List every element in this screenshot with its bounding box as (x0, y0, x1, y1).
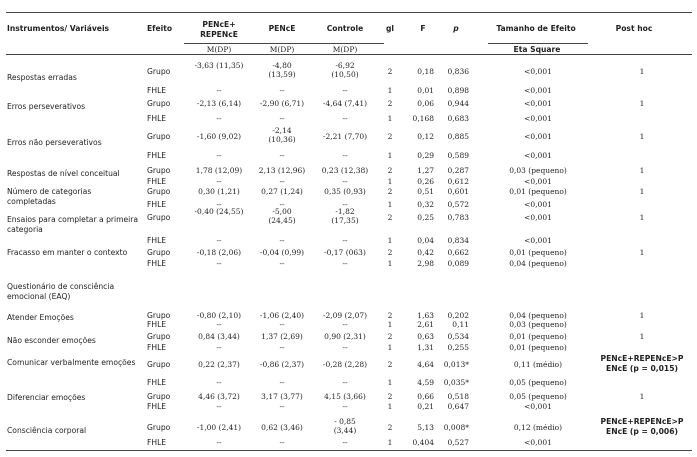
cell-post: 1 (639, 392, 645, 401)
subheader-mdp-3: M(DP) (332, 45, 358, 54)
cell-post: 1 (639, 132, 645, 141)
cell-g2: -- (279, 343, 285, 352)
cell-g1: -- (216, 402, 222, 411)
cell-efeito: FHLE (147, 438, 167, 447)
cell-g2: -0,86 (2,37) (259, 360, 305, 369)
header-post-hoc: Post hoc (615, 24, 653, 33)
cell-efeito: FHLE (147, 236, 167, 245)
cell-g3: 0,23 (12,38) (321, 166, 369, 175)
cell-g2: -5,00 (24,45) (268, 207, 296, 225)
cell-f: 0,21 (417, 402, 434, 411)
cell-eta: 0,01 (pequeno) (509, 187, 567, 196)
cell-g3: -- (342, 378, 348, 387)
row-label: Erros não perseverativos (7, 138, 102, 147)
cell-p: 0,527 (447, 438, 469, 447)
cell-g3: - 0,85 (3,44) (333, 417, 357, 435)
row-label: Respostas erradas (7, 73, 77, 82)
cell-g1: -- (216, 177, 222, 186)
cell-p: 0,662 (447, 248, 469, 257)
cell-p: 0,834 (447, 236, 469, 245)
cell-p: 0,287 (447, 166, 469, 175)
cell-p: 0,013* (443, 360, 469, 369)
cell-p: 0,589 (447, 151, 469, 160)
cell-g3: -0,28 (2,28) (322, 360, 368, 369)
cell-gl: 1 (387, 320, 393, 329)
cell-g3: -- (342, 236, 348, 245)
cell-g2: -- (279, 114, 285, 123)
cell-efeito: Grupo (147, 332, 171, 341)
cell-g3: 0,35 (0,93) (324, 187, 366, 196)
cell-g1: -2,13 (6,14) (196, 99, 242, 108)
cell-g1: 0,30 (1,21) (198, 187, 240, 196)
header-group-3: Controle (326, 24, 364, 33)
cell-eta: 0,01 (pequeno) (509, 332, 567, 341)
cell-g3: -- (342, 86, 348, 95)
cell-f: 0,66 (417, 392, 434, 401)
cell-f: 0,01 (417, 86, 434, 95)
cell-eta: <0,001 (524, 438, 552, 447)
cell-g3: -- (342, 200, 348, 209)
header-group-1: PENcE+ REPENcE (200, 20, 238, 39)
cell-f: 0,06 (417, 99, 434, 108)
cell-g1: -0,18 (2,06) (196, 248, 242, 257)
cell-eta: 0,11 (médio) (513, 360, 563, 369)
cell-f: 0,04 (417, 236, 434, 245)
cell-f: 1,63 (417, 311, 434, 320)
cell-g3: -2,09 (2,07) (322, 311, 368, 320)
cell-efeito: Grupo (147, 392, 171, 401)
row-label: Respostas de nível conceitual (7, 169, 120, 178)
cell-efeito: FHLE (147, 259, 167, 268)
cell-post: 1 (639, 248, 645, 257)
cell-eta: 0,12 (médio) (513, 423, 563, 432)
cell-g2: 2,13 (12,96) (258, 166, 306, 175)
cell-post: 1 (639, 187, 645, 196)
cell-g2: -- (279, 200, 285, 209)
cell-post: PENcE+REPENcE>P ENcE (p = 0,006) (600, 417, 684, 436)
cell-g3: -6,92 (10,50) (331, 61, 359, 79)
cell-p: 0,683 (447, 114, 469, 123)
cell-efeito: Grupo (147, 166, 171, 175)
cell-post: 1 (639, 99, 645, 108)
row-label: Consciência corporal (7, 426, 87, 435)
cell-eta: <0,001 (524, 151, 552, 160)
header-group-2: PENcE (268, 24, 296, 33)
cell-efeito: FHLE (147, 86, 167, 95)
cell-eta: <0,001 (524, 402, 552, 411)
cell-g1: -1,60 (9,02) (196, 132, 242, 141)
cell-p: 0,008* (443, 423, 469, 432)
cell-g1: 1,78 (12,09) (195, 166, 243, 175)
row-label: Comunicar verbalmente emoções (7, 358, 136, 367)
cell-f: 0,404 (412, 438, 434, 447)
cell-g2: -2,14 (10,36) (268, 126, 296, 144)
cell-gl: 2 (387, 213, 393, 222)
cell-p: 0,202 (447, 311, 469, 320)
cell-efeito: FHLE (147, 378, 167, 387)
cell-gl: 1 (387, 151, 393, 160)
cell-f: 1,27 (417, 166, 434, 175)
cell-p: 0,612 (447, 177, 469, 186)
cell-g3: -- (342, 343, 348, 352)
cell-g2: -- (279, 259, 285, 268)
header-effect-size: Tamanho de Efeito (496, 24, 576, 33)
cell-gl: 2 (387, 311, 393, 320)
cell-eta: 0,03 (pequeno) (509, 320, 567, 329)
cell-eta: <0,001 (524, 86, 552, 95)
cell-g1: -3,63 (11,35) (194, 61, 244, 70)
cell-gl: 2 (387, 360, 393, 369)
cell-efeito: Grupo (147, 67, 171, 76)
cell-f: 0,51 (417, 187, 434, 196)
cell-g3: -- (342, 151, 348, 160)
cell-f: 0,25 (417, 213, 434, 222)
cell-post: 1 (639, 166, 645, 175)
cell-g3: -4,64 (7,41) (322, 99, 368, 108)
header-bottom-rule (6, 54, 692, 55)
cell-f: 0,42 (417, 248, 434, 257)
row-label: Questionário de consciência emocional (EAQ) (7, 282, 115, 301)
cell-g1: -1,00 (2,41) (196, 423, 242, 432)
header-p: p (453, 24, 459, 33)
cell-efeito: Grupo (147, 311, 171, 320)
cell-g1: -0,40 (24,55) (194, 207, 244, 216)
row-label: Diferenciar emoções (7, 393, 86, 402)
cell-efeito: Grupo (147, 187, 171, 196)
cell-g2: 0,62 (3,46) (261, 423, 303, 432)
cell-eta: 0,05 (pequeno) (509, 378, 567, 387)
row-label: Número de categorias completadas (7, 187, 92, 206)
cell-p: 0,944 (447, 99, 469, 108)
row-label: Ensaios para completar a primeira categoria (7, 215, 139, 234)
cell-gl: 2 (387, 187, 393, 196)
cell-g1: -- (216, 236, 222, 245)
cell-gl: 1 (387, 438, 393, 447)
cell-eta: <0,001 (524, 67, 552, 76)
cell-efeito: Grupo (147, 423, 171, 432)
cell-efeito: FHLE (147, 114, 167, 123)
cell-eta: 0,04 (pequeno) (509, 259, 567, 268)
cell-post: 1 (639, 67, 645, 76)
cell-g2: -- (279, 236, 285, 245)
mdp-underline (184, 43, 384, 44)
subheader-mdp-2: M(DP) (269, 45, 295, 54)
cell-eta: <0,001 (524, 132, 552, 141)
cell-g3: -- (342, 320, 348, 329)
cell-gl: 1 (387, 177, 393, 186)
cell-efeito: Grupo (147, 248, 171, 257)
cell-eta: 0,04 (pequeno) (509, 311, 567, 320)
cell-g1: -- (216, 114, 222, 123)
cell-gl: 2 (387, 423, 393, 432)
row-label: Não esconder emoções (7, 336, 96, 345)
cell-g3: -1,82 (17,35) (331, 207, 359, 225)
subheader-mdp-1: M(DP) (206, 45, 232, 54)
cell-p: 0,518 (447, 392, 469, 401)
cell-p: 0,572 (447, 200, 469, 209)
cell-efeito: FHLE (147, 343, 167, 352)
cell-gl: 1 (387, 378, 393, 387)
cell-g3: -- (342, 114, 348, 123)
row-label: Atender Emoções (7, 313, 74, 322)
cell-efeito: FHLE (147, 151, 167, 160)
cell-g1: -- (216, 259, 222, 268)
row-label: Fracasso em manter o contexto (7, 248, 128, 257)
cell-f: 0,168 (412, 114, 434, 123)
cell-g3: -2,21 (7,70) (322, 132, 368, 141)
cell-p: 0,647 (447, 402, 469, 411)
subheader-eta-square: Eta Square (513, 45, 561, 54)
cell-eta: <0,001 (524, 114, 552, 123)
cell-gl: 1 (387, 200, 393, 209)
cell-eta: 0,03 (pequeno) (509, 166, 567, 175)
cell-g1: 4,46 (3,72) (198, 392, 240, 401)
table-top-rule (6, 12, 692, 13)
cell-g1: -- (216, 151, 222, 160)
cell-g2: -2,90 (6,71) (259, 99, 305, 108)
cell-g3: -- (342, 177, 348, 186)
cell-efeito: FHLE (147, 177, 167, 186)
cell-gl: 1 (387, 343, 393, 352)
cell-g2: -4,80 (13,59) (268, 61, 296, 79)
table-bottom-rule (6, 450, 692, 451)
cell-g1: 0,22 (2,37) (198, 360, 240, 369)
cell-p: 0,783 (447, 213, 469, 222)
cell-efeito: FHLE (147, 402, 167, 411)
cell-g3: -- (342, 438, 348, 447)
cell-p: 0,601 (447, 187, 469, 196)
cell-f: 1,31 (417, 343, 434, 352)
cell-g2: 3,17 (3,77) (261, 392, 303, 401)
cell-gl: 2 (387, 248, 393, 257)
cell-efeito: FHLE (147, 320, 167, 329)
cell-eta: <0,001 (524, 99, 552, 108)
cell-efeito: FHLE (147, 200, 167, 209)
cell-f: 5,13 (417, 423, 434, 432)
cell-g1: -- (216, 343, 222, 352)
cell-eta: <0,001 (524, 200, 552, 209)
cell-eta: 0,01 (pequeno) (509, 343, 567, 352)
cell-f: 0,29 (417, 151, 434, 160)
cell-p: 0,089 (447, 259, 469, 268)
cell-eta: 0,05 (pequeno) (509, 392, 567, 401)
cell-post: PENcE+REPENcE>P ENcE (p = 0,015) (600, 354, 684, 373)
cell-gl: 2 (387, 132, 393, 141)
cell-g1: -0,80 (2,10) (196, 311, 242, 320)
cell-f: 0,26 (417, 177, 434, 186)
eta-underline (488, 43, 588, 44)
cell-p: 0,11 (452, 320, 469, 329)
cell-gl: 2 (387, 392, 393, 401)
cell-g1: -- (216, 200, 222, 209)
cell-f: 0,63 (417, 332, 434, 341)
cell-f: 0,18 (417, 67, 434, 76)
cell-p: 0,255 (447, 343, 469, 352)
cell-gl: 2 (387, 332, 393, 341)
cell-gl: 2 (387, 99, 393, 108)
cell-g2: -- (279, 438, 285, 447)
cell-efeito: Grupo (147, 213, 171, 222)
cell-eta: 0,01 (pequeno) (509, 248, 567, 257)
cell-f: 4,64 (417, 360, 434, 369)
cell-g3: -- (342, 259, 348, 268)
cell-p: 0,836 (447, 67, 469, 76)
header-instrument: Instrumentos/ Variáveis (7, 24, 110, 33)
cell-gl: 1 (387, 259, 393, 268)
cell-f: 2,98 (417, 259, 434, 268)
cell-f: 0,12 (417, 132, 434, 141)
cell-g1: -- (216, 86, 222, 95)
cell-g1: -- (216, 438, 222, 447)
cell-g2: -- (279, 378, 285, 387)
cell-eta: <0,001 (524, 177, 552, 186)
cell-post: 1 (639, 332, 645, 341)
cell-g1: 0,84 (3,44) (198, 332, 240, 341)
cell-eta: <0,001 (524, 236, 552, 245)
cell-g3: -0,17 (063) (324, 248, 366, 257)
cell-post: 1 (639, 213, 645, 222)
cell-f: 0,32 (417, 200, 434, 209)
cell-g1: -- (216, 378, 222, 387)
cell-post: 1 (639, 311, 645, 320)
cell-p: 0,534 (447, 332, 469, 341)
cell-efeito: Grupo (147, 99, 171, 108)
cell-efeito: Grupo (147, 360, 171, 369)
cell-g2: 1,37 (2,69) (261, 332, 303, 341)
cell-efeito: Grupo (147, 132, 171, 141)
cell-g2: -- (279, 86, 285, 95)
cell-gl: 2 (387, 166, 393, 175)
cell-gl: 2 (387, 67, 393, 76)
cell-gl: 1 (387, 402, 393, 411)
cell-eta: <0,001 (524, 213, 552, 222)
cell-p: 0,885 (447, 132, 469, 141)
cell-gl: 1 (387, 114, 393, 123)
cell-f: 4,59 (417, 378, 434, 387)
row-label: Erros perseverativos (7, 102, 86, 111)
cell-f: 2,61 (417, 320, 434, 329)
cell-g3: 0,90 (2,31) (324, 332, 366, 341)
header-gl: gl (385, 24, 395, 33)
cell-g3: -- (342, 402, 348, 411)
cell-g2: 0,27 (1,24) (261, 187, 303, 196)
cell-gl: 1 (387, 86, 393, 95)
cell-p: 0,035* (443, 378, 469, 387)
cell-gl: 1 (387, 236, 393, 245)
cell-p: 0,898 (447, 86, 469, 95)
cell-g2: -0,04 (0,99) (259, 248, 305, 257)
cell-g3: 4,15 (3,66) (324, 392, 366, 401)
cell-g1: -- (216, 320, 222, 329)
cell-g2: -- (279, 177, 285, 186)
cell-g2: -- (279, 320, 285, 329)
cell-g2: -1,06 (2,40) (259, 311, 305, 320)
header-efeito: Efeito (147, 24, 173, 33)
cell-g2: -- (279, 151, 285, 160)
header-f: F (420, 24, 426, 33)
cell-g2: -- (279, 402, 285, 411)
